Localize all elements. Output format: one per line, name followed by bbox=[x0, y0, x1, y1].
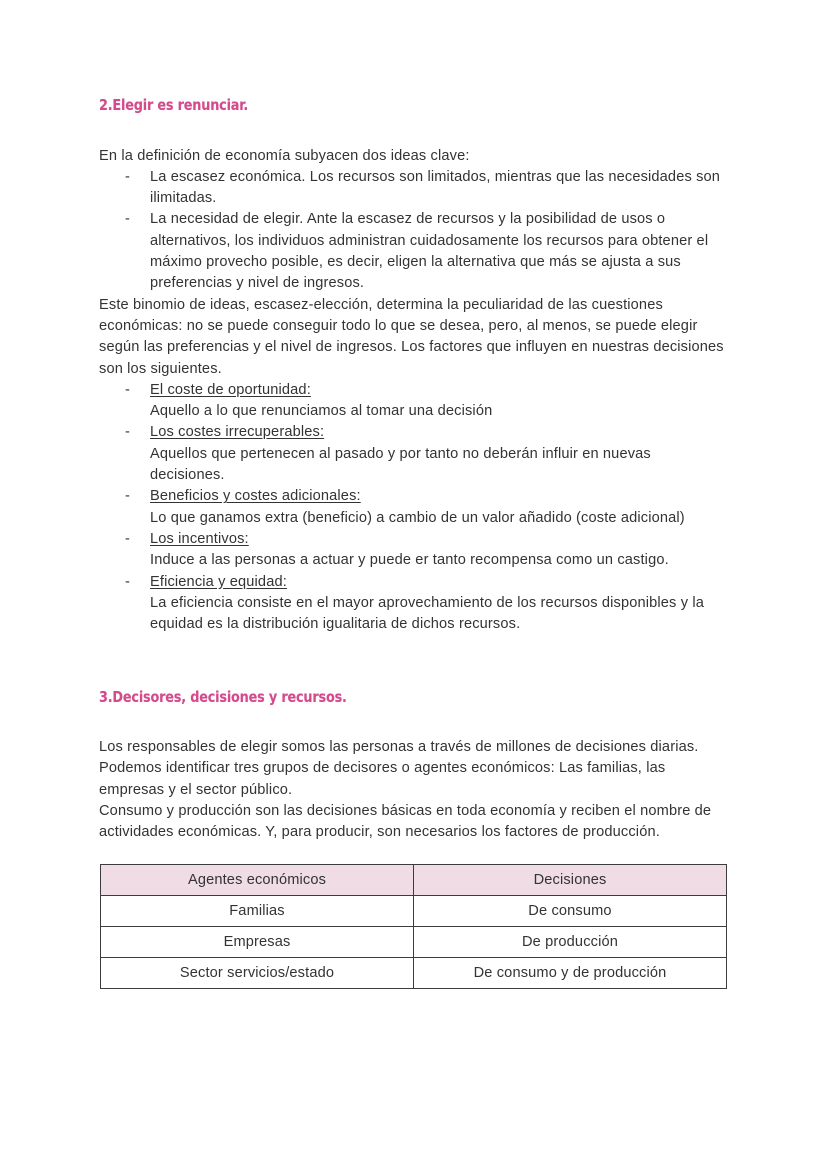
table-cell-agent: Familias bbox=[101, 896, 414, 927]
list-item bbox=[99, 529, 729, 572]
section-3-paragraph-2: Consumo y producción son las decisiones básicas en toda economía y reciben el nombre de actividades económicas. Y, para producir, son necesarios los factores de producción. bbox=[99, 802, 712, 841]
list-item bbox=[99, 422, 729, 486]
factor-term: Eficiencia y equidad: bbox=[150, 573, 287, 590]
dash-bullet-icon: - bbox=[125, 168, 131, 185]
table-row bbox=[101, 896, 727, 927]
dash-bullet-icon: - bbox=[125, 381, 131, 398]
dash-bullet-icon: - bbox=[125, 530, 131, 547]
table-cell-decision: De producción bbox=[414, 927, 727, 958]
table-cell-agent: Sector servicios/estado bbox=[101, 958, 414, 989]
factor-description: Aquello a lo que renunciamos al tomar una decisión bbox=[150, 403, 493, 420]
dash-bullet-icon: - bbox=[125, 488, 131, 505]
agentes-economicos-table bbox=[100, 864, 727, 989]
list-item bbox=[99, 209, 729, 294]
factor-description: Lo que ganamos extra (beneficio) a cambio de un valor añadido (coste adicional) bbox=[150, 509, 685, 526]
factor-description: Induce a las personas a actuar y puede er tanto recompensa como un castigo. bbox=[150, 552, 669, 569]
table-row bbox=[101, 927, 727, 958]
factor-term: El coste de oportunidad: bbox=[150, 381, 311, 398]
list-item bbox=[99, 380, 729, 423]
factor-description: La eficiencia consiste en el mayor aprovechamiento de los recursos disponibles y la equidad es la distribución igualitaria de dichos recursos. bbox=[150, 594, 704, 633]
factor-term: Beneficios y costes adicionales: bbox=[150, 488, 361, 505]
list-item bbox=[99, 167, 729, 210]
dash-bullet-icon: - bbox=[125, 211, 131, 228]
list-item bbox=[99, 572, 729, 636]
table-cell-decision: De consumo y de producción bbox=[414, 958, 727, 989]
document-content bbox=[99, 96, 729, 844]
factor-term: Los incentivos: bbox=[150, 530, 249, 547]
section-heading-2: 2.Elegir es renunciar. bbox=[99, 96, 249, 114]
table-header-cell: Agentes económicos bbox=[101, 865, 414, 896]
section-heading-3: 3.Decisores, decisiones y recursos. bbox=[99, 688, 347, 707]
binomio-paragraph: Este binomio de ideas, escasez-elección, determina la peculiaridad de las cuestiones económicas: no se puede conseguir todo lo que se desea, pero, al menos, se puede elegir según las preferencias y el nivel de ingresos. Los factores que influyen en nuestras decisiones son los siguientes. bbox=[99, 296, 724, 377]
table-header-row bbox=[101, 865, 727, 896]
ideas-clave-list bbox=[99, 167, 729, 295]
dash-bullet-icon: - bbox=[125, 424, 131, 441]
factor-description: Aquellos que pertenecen al pasado y por tanto no deberán influir en nuevas decisiones. bbox=[150, 445, 651, 484]
table-row bbox=[101, 958, 727, 989]
agents-table-container bbox=[100, 864, 726, 989]
list-item-text: La necesidad de elegir. Ante la escasez de recursos y la posibilidad de usos o alternativos, los individuos administran cuidadosamente los recursos para obtener el máximo provecho posible, es decir, eligen la alternativa que más se ajusta a sus preferencias y nivel de ingresos. bbox=[150, 211, 709, 292]
factor-term: Los costes irrecuperables: bbox=[150, 424, 325, 441]
section-2-intro-paragraph: En la definición de economía subyacen dos ideas clave: bbox=[99, 147, 470, 164]
section-3-paragraph-1: Los responsables de elegir somos las personas a través de millones de decisiones diarias. Podemos identificar tres grupos de decisores o agentes económicos: Las familias, las empresas y el sector público. bbox=[99, 739, 699, 798]
table-cell-decision: De consumo bbox=[414, 896, 727, 927]
table-header-cell: Decisiones bbox=[414, 865, 727, 896]
dash-bullet-icon: - bbox=[125, 573, 131, 590]
list-item-text: La escasez económica. Los recursos son limitados, mientras que las necesidades son ilimitadas. bbox=[150, 168, 721, 207]
factores-list bbox=[99, 380, 729, 636]
table-cell-agent: Empresas bbox=[101, 927, 414, 958]
list-item bbox=[99, 486, 729, 529]
